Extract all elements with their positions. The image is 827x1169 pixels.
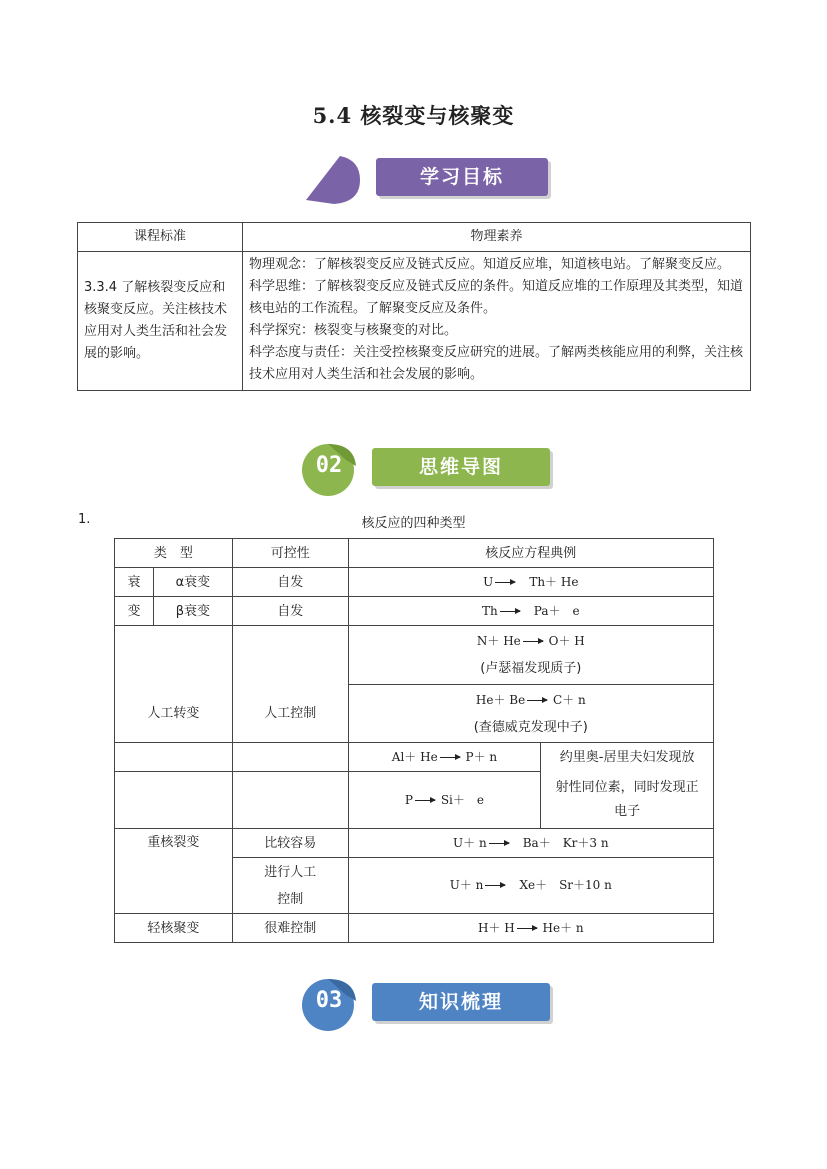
reaction-type: α衰变 xyxy=(153,568,232,597)
empty-cell xyxy=(232,743,348,772)
goals-table xyxy=(77,222,751,391)
section-number: 03 xyxy=(315,988,343,1013)
empty-cell xyxy=(115,772,233,829)
empty-cell xyxy=(232,626,348,685)
equation-rhs: Pa＋ e xyxy=(533,603,580,618)
equation-rhs: Si＋ e xyxy=(440,792,484,807)
controllability: 比较容易 xyxy=(232,829,348,858)
arrow-icon xyxy=(495,582,515,583)
discovery-note: 约里奥-居里夫妇发现放 xyxy=(541,743,714,772)
arrow-icon xyxy=(440,757,460,758)
discovery-note-line: 射性同位素，同时发现正 xyxy=(555,779,699,795)
equation-rhs: Th＋ He xyxy=(529,574,579,589)
section-title-mindmap: 思维导图 xyxy=(372,448,550,486)
equation-lhs: N＋ He xyxy=(476,634,521,648)
decay-label: 变 xyxy=(115,597,154,626)
reaction-equation xyxy=(348,829,713,858)
section-title-knowledge: 知识梳理 xyxy=(372,983,550,1021)
controllability: 人工控制 xyxy=(232,685,348,743)
controllability: 自发 xyxy=(232,568,348,597)
equation-rhs: O＋ H xyxy=(548,634,585,648)
empty-cell xyxy=(115,626,233,685)
reaction-type: 人工转变 xyxy=(115,685,233,743)
equation-lhs: He＋ Be xyxy=(475,692,526,707)
equation-lhs: U xyxy=(483,574,494,589)
empty-cell xyxy=(115,743,233,772)
section-banner-mindmap xyxy=(296,440,554,498)
table-header: 核反应方程典例 xyxy=(348,539,713,568)
table-header: 课程标准 xyxy=(78,223,243,252)
controllability-line: 进行人工 xyxy=(264,864,317,880)
reaction-equation xyxy=(348,772,541,829)
literacy-item: 科学态度与责任：关注受控核聚变反应研究的进展。了解两类核能应用的利弊，关注核技术应用对人类生活和社会发展的影响。 xyxy=(249,345,744,382)
equation-lhs: Th xyxy=(482,603,498,618)
empty-cell xyxy=(232,772,348,829)
reaction-equation xyxy=(348,685,713,743)
discovery-note: (查德威克发现中子) xyxy=(473,719,588,735)
equation-lhs: Al＋ He xyxy=(391,749,438,764)
reaction-equation xyxy=(348,914,713,943)
equation-lhs: H＋ H xyxy=(477,920,515,935)
reaction-equation xyxy=(348,743,541,772)
reaction-type: β衰变 xyxy=(153,597,232,626)
controllability: 自发 xyxy=(232,597,348,626)
literacy-list xyxy=(243,252,751,391)
reaction-table xyxy=(114,538,714,943)
equation-rhs: Ba＋ Kr＋3 n xyxy=(522,835,609,850)
equation-rhs: Xe＋ Sr＋10 n xyxy=(519,878,612,892)
arrow-icon xyxy=(523,641,543,642)
controllability xyxy=(232,858,348,914)
decay-label: 衰 xyxy=(115,568,154,597)
section-banner-goals xyxy=(300,150,552,208)
equation-rhs: C＋ n xyxy=(553,692,586,707)
literacy-item: 科学思维：了解核裂变反应及链式反应的条件。知道反应堆的工作原理及其类型，知道核电站的工作流程。了解聚变反应及条件。 xyxy=(249,279,744,316)
reaction-equation xyxy=(348,568,713,597)
table-header: 类 型 xyxy=(115,539,233,568)
controllability: 很难控制 xyxy=(232,914,348,943)
discovery-note-line: 电子 xyxy=(614,803,641,819)
reaction-type: 轻核聚变 xyxy=(115,914,233,943)
arrow-icon xyxy=(489,843,509,844)
table-caption: 核反应的四种类型 xyxy=(361,516,466,531)
discovery-note xyxy=(541,772,714,829)
arrow-icon xyxy=(500,611,520,612)
section-banner-knowledge xyxy=(296,975,554,1033)
reaction-equation xyxy=(348,626,713,685)
section-number: 02 xyxy=(315,453,343,478)
arrow-icon xyxy=(485,885,505,886)
list-number: 1. xyxy=(78,512,91,527)
arrow-icon xyxy=(517,928,537,929)
curriculum-standard: 3.3.4 了解核裂变反应和核聚变反应。关注核技术应用对人类生活和社会发展的影响。 xyxy=(78,252,243,391)
arrow-icon xyxy=(415,800,435,801)
equation-rhs: P＋ n xyxy=(465,749,498,764)
section-title-goals: 学习目标 xyxy=(376,158,548,196)
page-title: 5.4 核裂变与核聚变 xyxy=(312,103,515,128)
equation-lhs: U＋ n xyxy=(449,878,484,892)
table-header: 可控性 xyxy=(232,539,348,568)
reaction-equation xyxy=(348,858,713,914)
equation-rhs: He＋ n xyxy=(542,920,584,935)
reaction-type: 重核裂变 xyxy=(115,829,233,914)
discovery-note: (卢瑟福发现质子) xyxy=(480,661,582,676)
table-header: 物理素养 xyxy=(243,223,751,252)
controllability-line: 控制 xyxy=(277,891,304,907)
literacy-item: 科学探究：核裂变与核聚变的对比。 xyxy=(249,323,458,338)
arrow-icon xyxy=(527,700,547,701)
literacy-item: 物理观念：了解核裂变反应及链式反应。知道反应堆，知道核电站。了解聚变反应。 xyxy=(249,257,731,272)
section-disc-icon xyxy=(300,150,362,206)
equation-lhs: P xyxy=(404,792,413,807)
reaction-equation xyxy=(348,597,713,626)
equation-lhs: U＋ n xyxy=(453,835,487,850)
